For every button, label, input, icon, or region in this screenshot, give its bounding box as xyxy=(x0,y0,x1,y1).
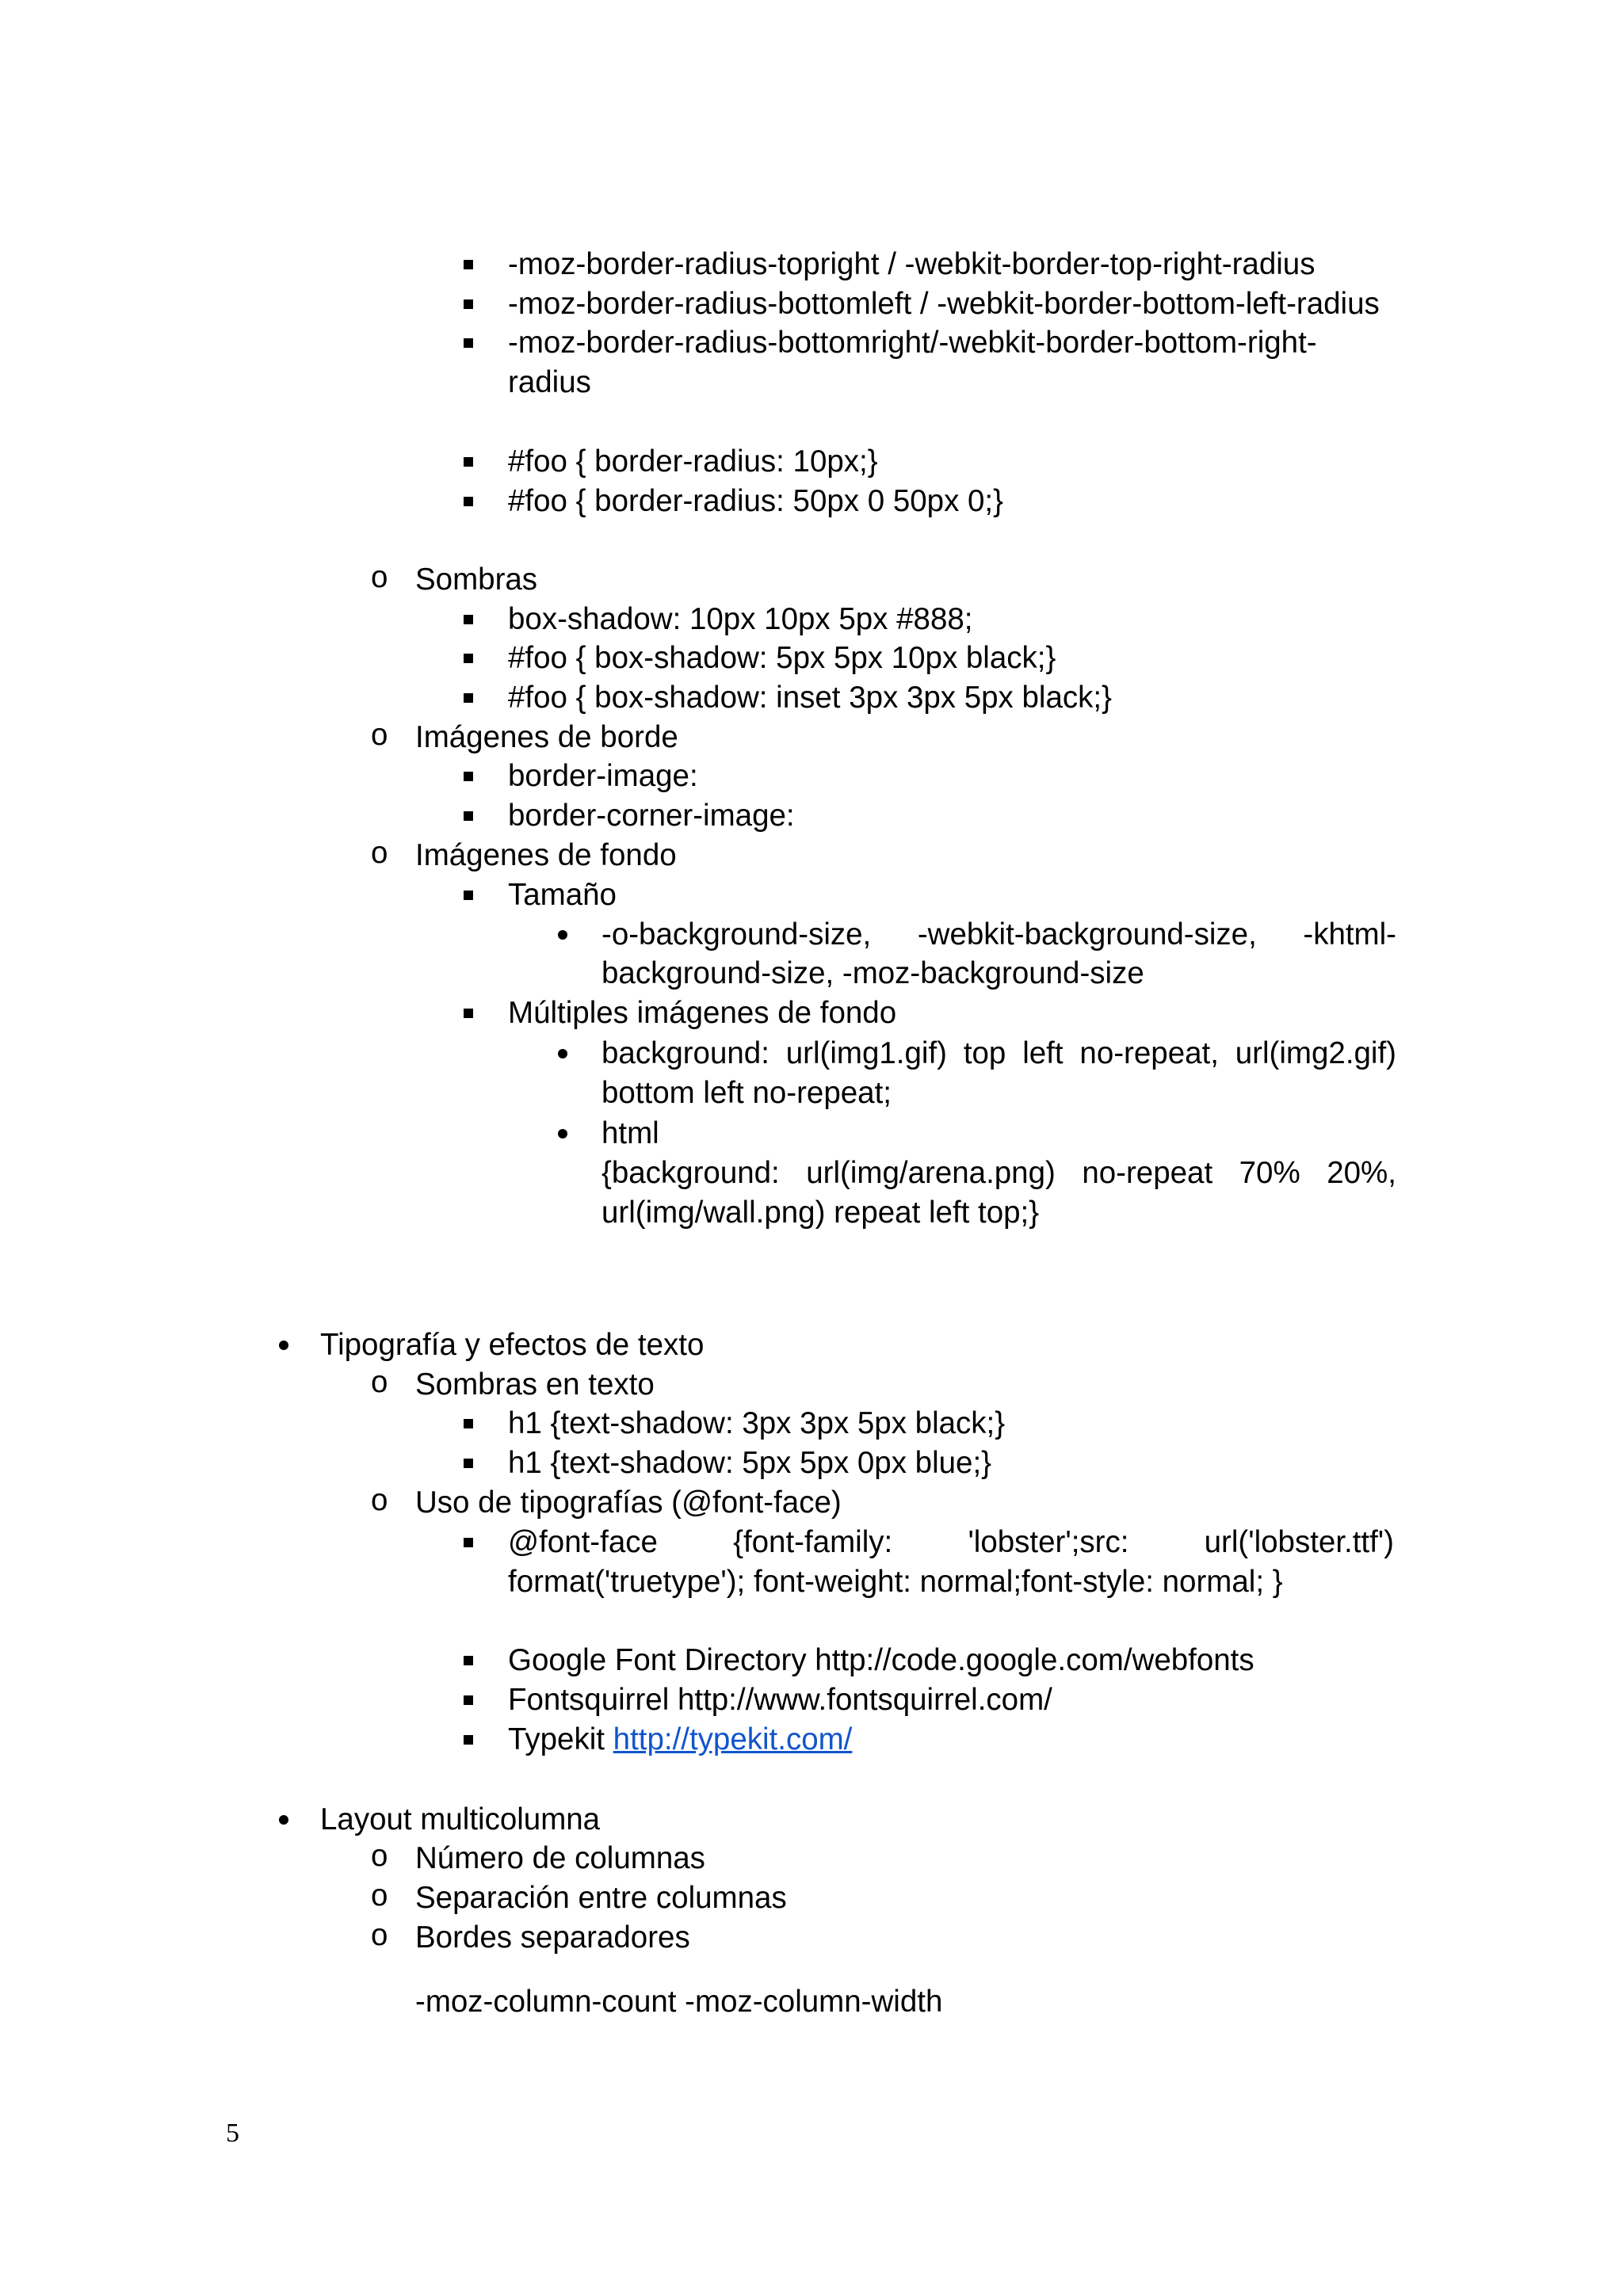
list-item xyxy=(0,1444,1623,1483)
list-item-text: Tamaño xyxy=(508,878,617,912)
list-item-text: Layout multicolumna xyxy=(320,1802,601,1836)
list-item xyxy=(0,875,1623,915)
list-item-text: h1 {text-shadow: 5px 5px 0px blue;} xyxy=(508,1446,992,1480)
list-item-text: Fontsquirrel http://www.fontsquirrel.com/ xyxy=(508,1683,1052,1717)
list-item xyxy=(0,1839,1623,1878)
list-item-text: html xyxy=(601,1116,659,1150)
list-item xyxy=(0,639,1623,678)
list-item-text: -moz-border-radius-bottomright / -webkit-border-bottom-right- xyxy=(508,326,1317,360)
list-item xyxy=(0,678,1623,718)
list-item-text: Bordes separadores xyxy=(415,1920,690,1955)
list-item-continuation: bottom left no-repeat; xyxy=(601,1076,892,1110)
list-item xyxy=(0,1114,1623,1154)
typekit-link[interactable]: http://typekit.com/ xyxy=(613,1722,853,1756)
list-item-continuation: {background: url(img/arena.png) no-repeat 70% 20%, xyxy=(601,1156,1396,1190)
list-item xyxy=(0,994,1623,1033)
list-item-text: Múltiples imágenes de fondo xyxy=(508,996,897,1030)
list-item-text: Google Font Directory http://code.google.com/webfonts xyxy=(508,1643,1254,1677)
list-item-text: @font-face {font-family: 'lobster';src: url('lobster.ttf') xyxy=(508,1525,1394,1559)
list-item-text: Separación entre columnas xyxy=(415,1881,787,1915)
list-item xyxy=(0,796,1623,836)
list-item xyxy=(0,915,1623,955)
list-item-text: box-shadow: 10px 10px 5px #888; xyxy=(508,602,973,636)
list-item-text: #foo { box-shadow: inset 3px 3px 5px black;} xyxy=(508,681,1112,715)
list-item xyxy=(0,836,1623,875)
list-item xyxy=(0,1641,1623,1680)
list-item-text: background: url(img1.gif) top left no-repeat, url(img2.gif) xyxy=(601,1036,1396,1070)
list-item-continuation: background-size, -moz-background-size xyxy=(601,956,1144,990)
list-item xyxy=(0,757,1623,796)
list-item xyxy=(0,442,1623,482)
list-item xyxy=(0,245,1623,284)
list-item-text: Sombras en texto xyxy=(415,1367,655,1402)
list-item-text: Número de columnas xyxy=(415,1841,705,1875)
list-item-text: Sombras xyxy=(415,563,538,597)
list-item xyxy=(0,1325,1623,1365)
list-item-text: -moz-border-radius-topright / -webkit-border-top-right-radius xyxy=(508,247,1316,281)
list-item-continuation: radius xyxy=(508,365,591,399)
list-item xyxy=(0,718,1623,757)
list-item-text: -o-background-size, -webkit-background-size, -khtml- xyxy=(601,917,1396,952)
list-item-text: Imágenes de borde xyxy=(415,720,678,754)
list-item xyxy=(0,1720,1623,1760)
list-item xyxy=(0,1680,1623,1720)
list-item xyxy=(0,1878,1623,1918)
list-item xyxy=(0,1918,1623,1958)
list-item-text: border-corner-image: xyxy=(508,799,795,833)
list-item-text: #foo { box-shadow: 5px 5px 10px black;} xyxy=(508,641,1056,675)
list-item-text: Imágenes de fondo xyxy=(415,838,677,872)
list-item xyxy=(0,1483,1623,1523)
list-item-continuation: format('truetype'); font-weight: normal;font-style: normal; } xyxy=(508,1565,1283,1599)
list-item xyxy=(0,1034,1623,1074)
list-item-continuation: url(img/wall.png) repeat left top;} xyxy=(601,1196,1040,1230)
list-item xyxy=(0,323,1623,363)
list-item-text: Uso de tipografías (@font-face) xyxy=(415,1486,842,1520)
list-item-text: -moz-border-radius-bottomleft / -webkit-border-bottom-left-radius xyxy=(508,287,1380,321)
list-item-text: Typekit http://typekit.com/ xyxy=(508,1722,853,1756)
list-item-text: #foo { border-radius: 10px;} xyxy=(508,444,878,479)
list-item-text: #foo { border-radius: 50px 0 50px 0;} xyxy=(508,484,1003,518)
list-item xyxy=(0,1523,1623,1562)
list-item-text: border-image: xyxy=(508,759,698,793)
list-item xyxy=(0,600,1623,639)
list-item-text: h1 {text-shadow: 3px 3px 5px black;} xyxy=(508,1406,1006,1440)
list-item xyxy=(0,560,1623,600)
paragraph: -moz-column-count -moz-column-width xyxy=(415,1985,943,2019)
list-item-text: Tipografía y efectos de texto xyxy=(320,1328,705,1362)
list-item xyxy=(0,1365,1623,1405)
list-item xyxy=(0,1800,1623,1840)
list-item xyxy=(0,1404,1623,1444)
list-item xyxy=(0,482,1623,521)
page-number: 5 xyxy=(226,2119,239,2148)
list-item xyxy=(0,284,1623,324)
